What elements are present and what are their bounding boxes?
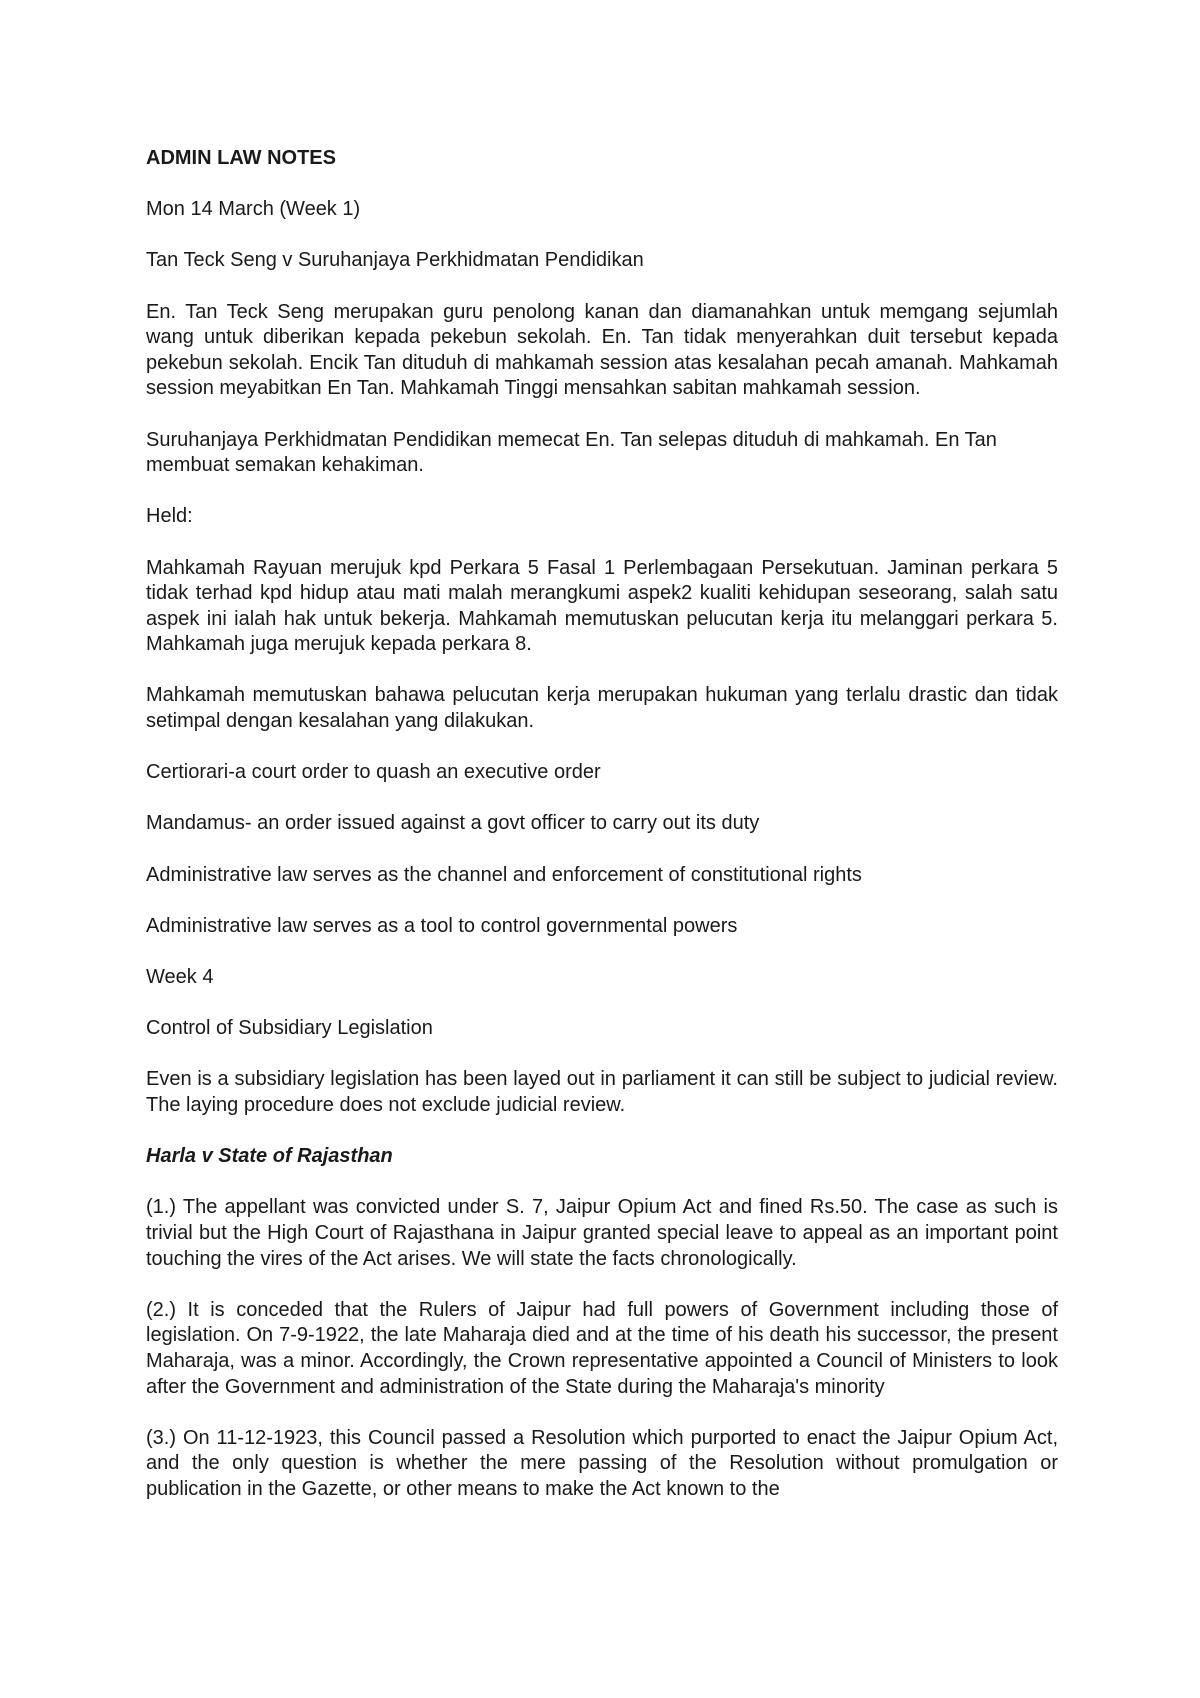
week-heading: Week 4 bbox=[146, 966, 214, 988]
held-paragraph-1: Mahkamah Rayuan merujuk kpd Perkara 5 Fasal 1 Perlembagaan Persekutuan. Jaminan perkara 5 tidak terhad kpd hidup atau mati malah merangkumi aspek2 kualiti kehidupan seseorang, salah satu aspek ini ialah hak untuk bekerja. Mahkamah memutuskan pelucutan kerja itu melanggari perkara 5. Mahkamah juga merujuk kepada perkara 8. bbox=[146, 556, 1058, 656]
document-title: ADMIN LAW NOTES bbox=[146, 147, 336, 169]
held-paragraph-2: Mahkamah memutuskan bahawa pelucutan kerja merupakan hukuman yang terlalu drastic dan tidak setimpal dengan kesalahan yang dilakukan. bbox=[146, 684, 1058, 733]
control-heading: Control of Subsidiary Legislation bbox=[146, 1017, 433, 1040]
case-facts-paragraph-2: Suruhanjaya Perkhidmatan Pendidikan memecat En. Tan selepas dituduh di mahkamah. En Tan membuat semakan kehakiman. bbox=[146, 428, 997, 477]
case-facts-paragraph: En. Tan Teck Seng merupakan guru penolong kanan dan diamanahkan untuk memgang sejumlah wang untuk diberikan kepada pekebun sekolah. En. Tan tidak menyerahkan duit tersebut kepada pekebun sekolah. Encik Tan dituduh di mahkamah session atas kesalahan pecah amanah. Mahkamah session meyabitkan En Tan. Mahkamah Tinggi mensahkan sabitan mahkamah session. bbox=[146, 300, 1058, 400]
harla-paragraph-2: (2.) It is conceded that the Rulers of Jaipur had full powers of Government including those of legislation. On 7-9-1922, the late Maharaja died and at the time of his death his successor, the present Maharaja, was a minor. Accordingly, the Crown representative appointed a Council of Ministers to look after the Government and administration of the State during the Maharaja's minority bbox=[146, 1298, 1058, 1398]
harla-paragraph-3: (3.) On 11-12-1923, this Council passed a Resolution which purported to enact the Jaipur Opium Act, and the only question is whether the mere passing of the Resolution without promulgation or publication in the Gazette, or other means to make the Act known to the bbox=[146, 1426, 1058, 1500]
mandamus-definition: Mandamus- an order issued against a govt officer to carry out its duty bbox=[146, 812, 760, 835]
document-body bbox=[146, 146, 1058, 1528]
control-paragraph: Even is a subsidiary legislation has been layed out in parliament it can still be subject to judicial review. The laying procedure does not exclude judicial review. bbox=[146, 1068, 1058, 1116]
date-line: Mon 14 March (Week 1) bbox=[146, 198, 361, 221]
case-name-tan-teck-seng: Tan Teck Seng v Suruhanjaya Perkhidmatan Pendidikan bbox=[146, 249, 644, 272]
case-name-harla: Harla v State of Rajasthan bbox=[146, 1145, 393, 1168]
certiorari-definition: Certiorari-a court order to quash an executive order bbox=[146, 761, 601, 784]
admin-law-note-2: Administrative law serves as a tool to control governmental powers bbox=[146, 914, 738, 937]
harla-paragraph-1: (1.) The appellant was convicted under S. 7, Jaipur Opium Act and fined Rs.50. The case as such is trivial but the High Court of Rajasthana in Jaipur granted special leave to appeal as an important point touching the vires of the Act arises. We will state the facts chronologically. bbox=[146, 1196, 1058, 1270]
admin-law-note-1: Administrative law serves as the channel and enforcement of constitutional rights bbox=[146, 863, 862, 886]
held-label: Held: bbox=[146, 505, 193, 528]
